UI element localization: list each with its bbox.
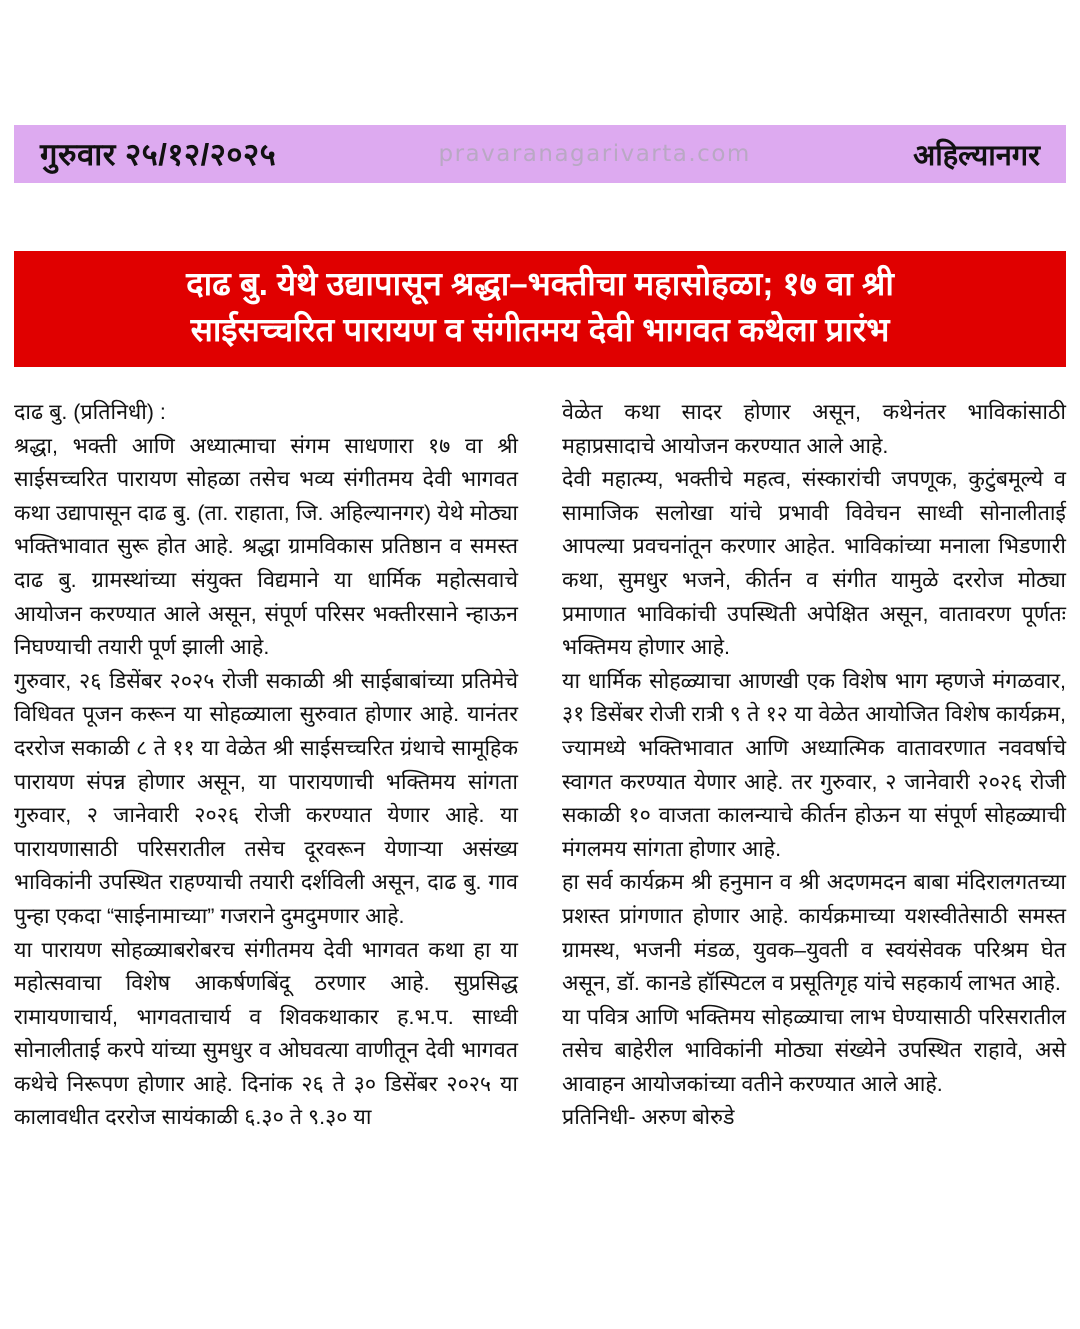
masthead-bar [14,125,1066,183]
article-column-right [562,396,1066,1311]
article-byline: प्रतिनिधी- अरुण बोरुडे [562,1105,735,1130]
article-body [14,396,1066,1311]
website-url: pravaranagarivarta.com [438,141,751,167]
article-column-left [14,396,518,1311]
article-dateline: दाढ बु. (प्रतिनिधी) : [14,400,166,424]
headline-banner [14,251,1066,367]
headline-line-2: साईसच्चरित पारायण व संगीतमय देवी भागवत कथेला प्रारंभ [190,311,890,348]
article-paragraph: श्रद्धा, भक्ती आणि अध्यात्माचा संगम साधणारा १७ वा श्री साईसच्चरित पारायण सोहळा तसेच भव्य संगीतमय देवी भागवत कथा उद्यापासून दाढ बु. (ता. राहाता, जि. अहिल्यानगर) येथे मोठ्या भक्तिभावात सुरू होत आहे. श्रद्धा ग्रामविकास प्रतिष्ठान व समस्त दाढ बु. ग्रामस्थांच्या संयुक्त विद्यमाने या धार्मिक महोत्सवाचे आयोजन करण्यात आले असून, संपूर्ण परिसर भक्तीरसाने न्हाऊन निघण्याची तयारी पूर्ण झाली आहे. [14,433,518,660]
article-paragraph: या पवित्र आणि भक्तिमय सोहळ्याचा लाभ घेण्यासाठी परिसरातील तसेच बाहेरील भाविकांनी मोठ्या संख्येने उपस्थित राहावे, असे आवाहन आयोजकांच्या वतीने करण्यात आले आहे. [562,1004,1066,1096]
headline-line-1: दाढ बु. येथे उद्यापासून श्रद्धा–भक्तीचा महासोहळा; १७ वा श्री [186,265,894,302]
article-paragraph: वेळेत कथा सादर होणार असून, कथेनंतर भाविकांसाठी महाप्रसादाचे आयोजन करण्यात आले आहे. [562,400,1066,458]
article-paragraph: गुरुवार, २६ डिसेंबर २०२५ रोजी सकाळी श्री साईबाबांच्या प्रतिमेचे विधिवत पूजन करून या सोहळ्याला सुरुवात होणार आहे. यानंतर दररोज सकाळी ८ ते ११ या वेळेत श्री साईसच्चरित ग्रंथाचे सामूहिक पारायण संपन्न होणार असून, या पारायणाची भक्तिमय सांगता गुरुवार, २ जानेवारी २०२६ रोजी करण्यात येणार आहे. या पारायणासाठी परिसरातील तसेच दूरवरून येणाऱ्या असंख्य भाविकांनी उपस्थित राहण्याची तयारी दर्शविली असून, दाढ बु. गाव पुन्हा एकदा “साईनामाच्या” गजराने दुमदुमणार आहे. [14,668,518,928]
edition-city: अहिल्यानगर [913,139,1040,172]
article-paragraph: देवी महात्म्य, भक्तीचे महत्व, संस्कारांची जपणूक, कुटुंबमूल्ये व सामाजिक सलोखा यांचे प्रभावी विवेचन साध्वी सोनालीताई आपल्या प्रवचनांतून करणार आहेत. भाविकांच्या मनाला भिडणारी कथा, सुमधुर भजने, कीर्तन व संगीत यामुळे दररोज मोठ्या प्रमाणात भाविकांची उपस्थिती अपेक्षित असून, वातावरण पूर्णतः भक्तिमय होणार आहे. [562,467,1066,660]
article-paragraph: हा सर्व कार्यक्रम श्री हनुमान व श्री अदणमदन बाबा मंदिरालगतच्या प्रशस्त प्रांगणात होणार आहे. कार्यक्रमाच्या यशस्वीतेसाठी समस्त ग्रामस्थ, भजनी मंडळ, युवक–युवती व स्वयंसेवक परिश्रम घेत असून, डॉ. कानडे हॉस्पिटल व प्रसूतिगृह यांचे सहकार्य लाभत आहे. [562,870,1066,996]
publication-date: गुरुवार २५/१२/२०२५ [40,137,277,172]
article-paragraph: या धार्मिक सोहळ्याचा आणखी एक विशेष भाग म्हणजे मंगळवार, ३१ डिसेंबर रोजी रात्री ९ ते १२ या वेळेत आयोजित विशेष कार्यक्रम, ज्यामध्ये भक्तिभावात आणि अध्यात्मिक वातावरणात नववर्षाचे स्वागत करण्यात येणार आहे. तर गुरुवार, २ जानेवारी २०२६ रोजी सकाळी १० वाजता कालन्याचे कीर्तन होऊन या संपूर्ण सोहळ्याची मंगलमय सांगता होणार आहे. [562,668,1066,861]
article-paragraph: या पारायण सोहळ्याबरोबरच संगीतमय देवी भागवत कथा हा या महोत्सवाचा विशेष आकर्षणबिंदू ठरणार आहे. सुप्रसिद्ध रामायणाचार्य, भागवताचार्य व शिवकथाकार ह.भ.प. साध्वी सोनालीताई करपे यांच्या सुमधुर व ओघवत्या वाणीतून देवी भागवत कथेचे निरूपण होणार आहे. दिनांक २६ ते ३० डिसेंबर २०२५ या कालावधीत दररोज सायंकाळी ६.३० ते ९.३० या [14,937,518,1130]
